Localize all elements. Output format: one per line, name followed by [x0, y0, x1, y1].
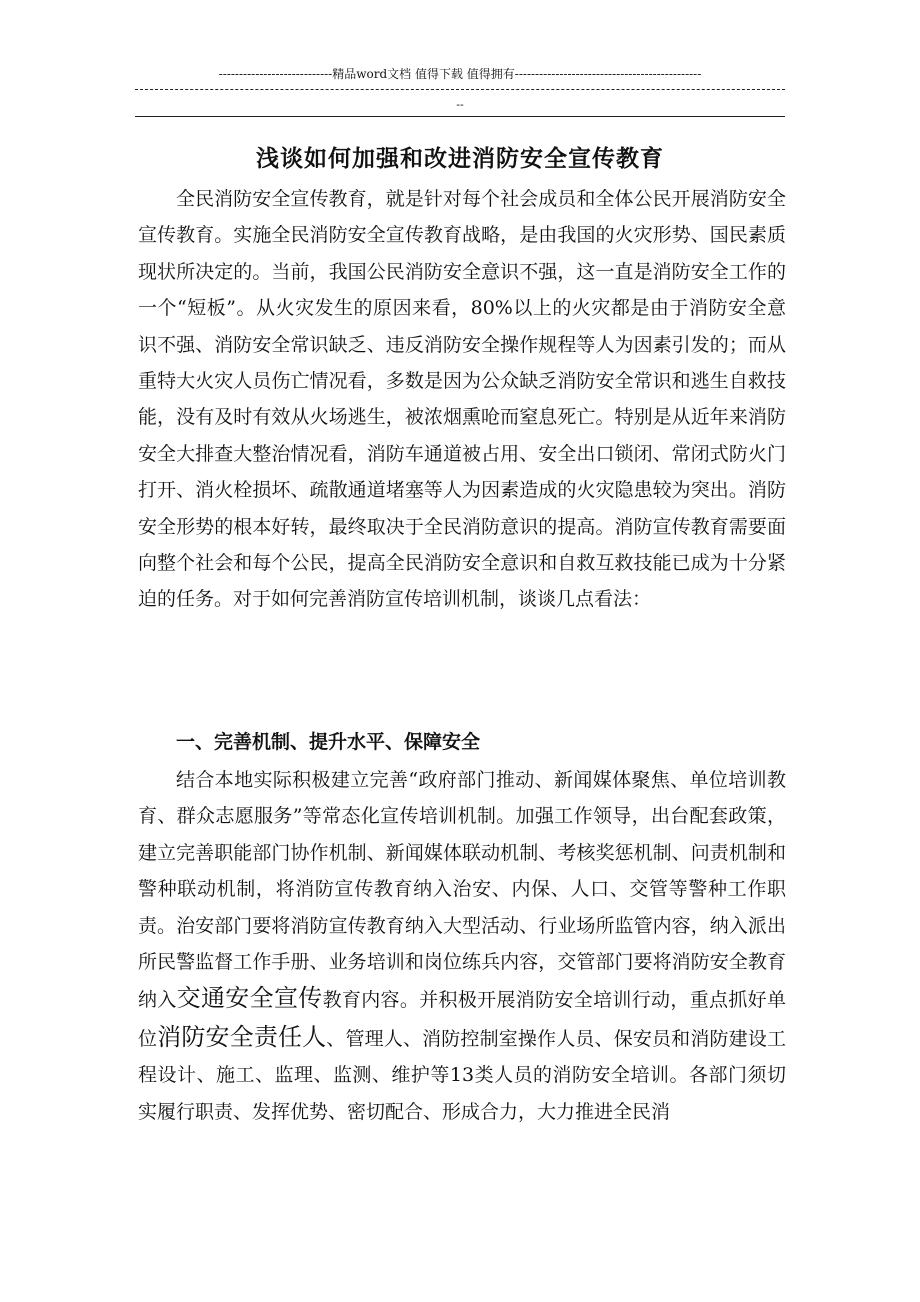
paragraph-large-text: 消防安全责任人 [157, 1022, 327, 1051]
header-rule [135, 116, 785, 117]
paragraph-text: 、管理人、消防控制室操作人员、保安员和消防建设工程设计、施工、监理、监测、维护等13类人员的消防安全培训。各部门须切实履行职责、发挥优势、密切配合、形成合力，大力推进全民消 [138, 1027, 786, 1123]
paragraph-section-1 [138, 762, 786, 1130]
paragraph-text: 结合本地实际积极建立完善“政府部门推动、新闻媒体聚焦、单位培训教育、群众志愿服务”等常态化宣传培训机制。加强工作领导，出台配套政策，建立完善职能部门协作机制、新闻媒体联动机制、考核奖惩机制、问责机制和警种联动机制，将消防宣传教育纳入治安、内保、人口、交管等警种工作职责。治安部门要将消防宣传教育纳入大型活动、行业场所监管内容，纳入派出所民警监督工作手册、业务培训和岗位练兵内容，交管部门要将消防安全教育纳入 [138, 769, 786, 1012]
document-title: 浅谈如何加强和改进消防安全宣传教育 [256, 145, 664, 172]
header-tail: -- [456, 98, 464, 111]
paragraph-text: 教育内容。并积极开展消防安全培训行动，重点抓好单位 [138, 989, 786, 1050]
page-header: ----------------------------精品word文档 值得下载 值得拥有---------------------------------------------- [218, 67, 702, 81]
paragraph-large-text: 交通安全宣传 [176, 984, 323, 1013]
section-heading-1: 一、完善机制、提升水平、保障安全 [176, 731, 481, 753]
paragraph-intro: 全民消防安全宣传教育，就是针对每个社会成员和全体公民开展消防安全宣传教育。实施全民消防安全宣传教育战略，是由我国的火灾形势、国民素质现状所决定的。当前，我国公民消防安全意识不强，这一直是消防安全工作的一个“短板”。从火灾发生的原因来看，80%以上的火灾都是由于消防安全意识不强、消防安全常识缺乏、违反消防安全操作规程等人为因素引发的；而从重特大火灾人员伤亡情况看，多数是因为公众缺乏消防安全常识和逃生自救技能，没有及时有效从火场逃生，被浓烟熏呛而窒息死亡。特别是从近年来消防安全大排查大整治情况看，消防车通道被占用、安全出口锁闭、常闭式防火门打开、消火栓损坏、疏散通道堵塞等人为因素造成的火灾隐患较为突出。消防安全形势的根本好转，最终取决于全民消防意识的提高。消防宣传教育需要面向整个社会和每个公民，提高全民消防安全意识和自救互救技能已成为十分紧迫的任务。对于如何完善消防宣传培训机制，谈谈几点看法： [138, 188, 786, 611]
